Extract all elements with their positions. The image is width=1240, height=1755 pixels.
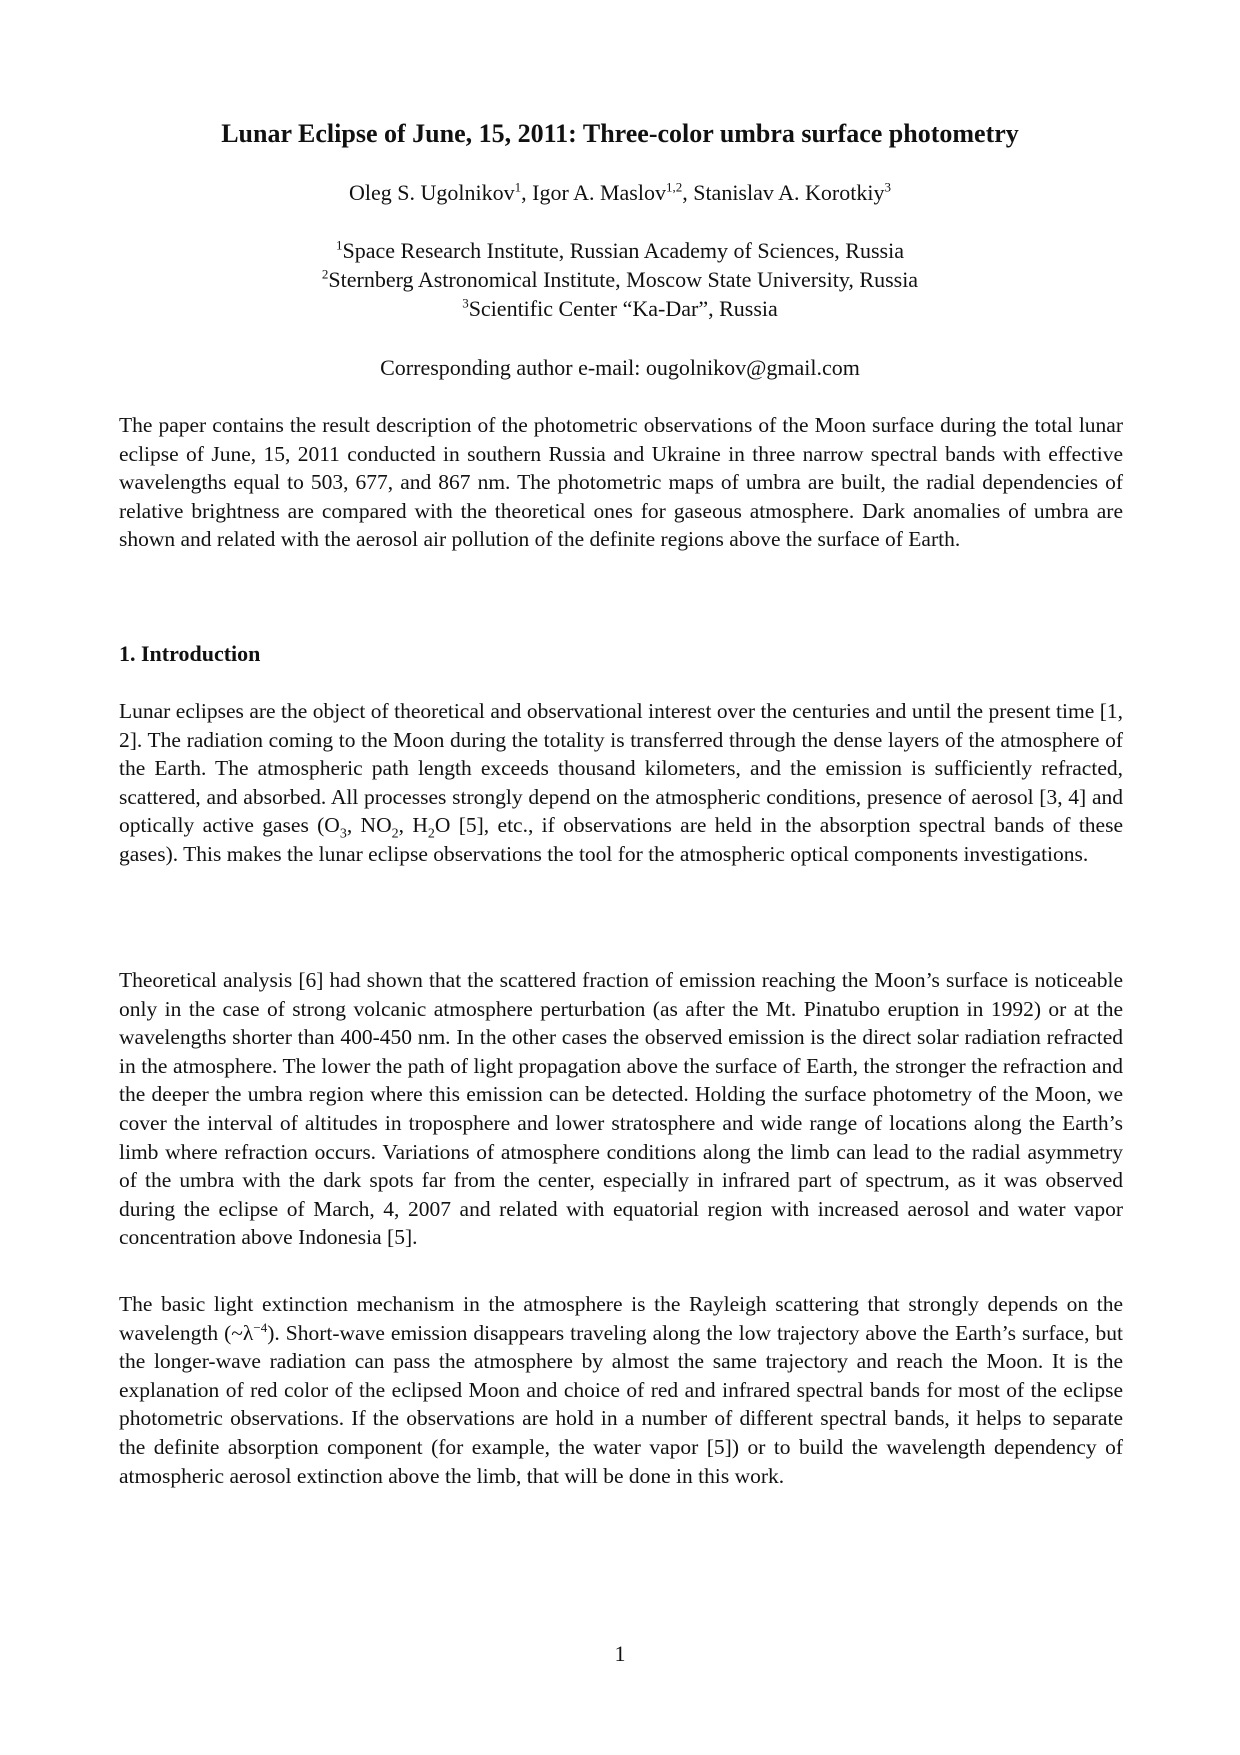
affiliation-list [0, 236, 1240, 323]
affiliation-sup: 2 [321, 266, 329, 282]
author-affiliation-sup: 1,2 [665, 179, 683, 195]
paragraph-text: Lunar eclipses are the object of theoretical and observational interest over the centuries and until the present time [1, 2]. The radiation coming to the Moon during the totality is transferred through the dense layers of the atmosphere of the Earth. The atmospheric path length exceeds thousand kilometers, and the emission is sufficiently refracted, scattered, and absorbed. All processes strongly depend on the atmospheric conditions, presence of aerosol [3, 4] and optically active gases (O [119, 699, 1123, 838]
paragraph-text: , NO [346, 813, 392, 838]
body-paragraph [119, 697, 1123, 869]
subscript: 2 [391, 826, 399, 842]
section-heading: 1. Introduction [119, 641, 261, 666]
corresponding-email: Corresponding author e-mail: ougolnikov@gmail.com [380, 355, 860, 380]
paper-title: Lunar Eclipse of June, 15, 2011: Three-color umbra surface photometry [221, 119, 1019, 148]
affiliation-line [0, 265, 1240, 294]
paragraph-text: , H [398, 813, 428, 838]
author-name: Stanislav A. Korotkiy [693, 180, 885, 205]
affiliation-text: Sternberg Astronomical Institute, Moscow State University, Russia [328, 267, 919, 292]
affiliation-line [0, 294, 1240, 323]
affiliation-text: Space Research Institute, Russian Academy of Sciences, Russia [342, 238, 904, 263]
author-separator: , [682, 180, 694, 205]
page-number: 1 [614, 1641, 626, 1666]
paragraph-text: The basic light extinction mechanism in the atmosphere is the Rayleigh scattering that strongly depends on the wavelength (~λ [119, 1292, 1123, 1345]
body-paragraph [119, 1290, 1123, 1490]
affiliation-sup: 3 [462, 295, 469, 311]
author-name: Oleg S. Ugolnikov [349, 180, 515, 205]
paragraph-text: ). Short-wave emission disappears traveling along the low trajectory above the Earth’s surface, but the longer-wave radiation can pass the atmosphere by almost the same trajectory and reach the Moon. It is the explanation of red color of the eclipsed Moon and choice of red and infrared spectral bands for most of the eclipse photometric observations. If the observations are hold in a number of different spectral bands, it helps to separate the definite absorption component (for example, the water vapor [5]) or to build the wavelength dependency of atmospheric aerosol extinction above the limb, that will be done in this work. [119, 1320, 1123, 1488]
paragraph-text: O [5], etc., if observations are held in the absorption spectral bands of these gases). This makes the lunar eclipse observations the tool for the atmospheric optical components investigations. [119, 813, 1124, 866]
abstract-paragraph: The paper contains the result description of the photometric observations of the Moon surface during the total lunar eclipse of June, 15, 2011 conducted in southern Russia and Ukraine in three narrow spectral bands with effective wavelengths equal to 503, 677, and 867 nm. The photometric maps of umbra are built, the radial dependencies of relative brightness are compared with the theoretical ones for gaseous atmosphere. Dark anomalies of umbra are shown and related with the aerosol air pollution of the definite regions above the surface of Earth. [119, 413, 1123, 552]
affiliation-line [0, 236, 1240, 265]
body-paragraph: Theoretical analysis [6] had shown that the scattered fraction of emission reaching the Moon’s surface is noticeable only in the case of strong volcanic atmosphere perturbation (as after the Mt. Pinatubo eruption in 1992) or at the wavelengths shorter than 400-450 nm. In the other cases the observed emission is the direct solar radiation refracted in the atmosphere. The lower the path of light propagation above the surface of Earth, the stronger the refraction and the deeper the umbra region where this emission can be detected. Holding the surface photometry of the Moon, we cover the interval of altitudes in troposphere and lower stratosphere and wide range of locations along the Earth’s limb where refraction occurs. Variations of atmosphere conditions along the limb can lead to the radial asymmetry of the umbra with the dark spots far from the center, especially in infrared part of spectrum, as it was observed during the eclipse of March, 4, 2007 and related with equatorial region with increased aerosol and water vapor concentration above Indonesia [5]. [119, 968, 1123, 1250]
affiliation-text: Scientific Center “Ka-Dar”, Russia [468, 296, 778, 321]
author-affiliation-sup: 1 [514, 179, 522, 195]
superscript: −4 [253, 1319, 268, 1335]
subscript: 3 [339, 826, 347, 842]
author-separator: , [521, 180, 533, 205]
author-name: Igor A. Maslov [532, 180, 666, 205]
subscript: 2 [427, 826, 435, 842]
affiliation-sup: 1 [336, 237, 343, 253]
author-list [0, 178, 1240, 208]
author-affiliation-sup: 3 [884, 179, 891, 195]
